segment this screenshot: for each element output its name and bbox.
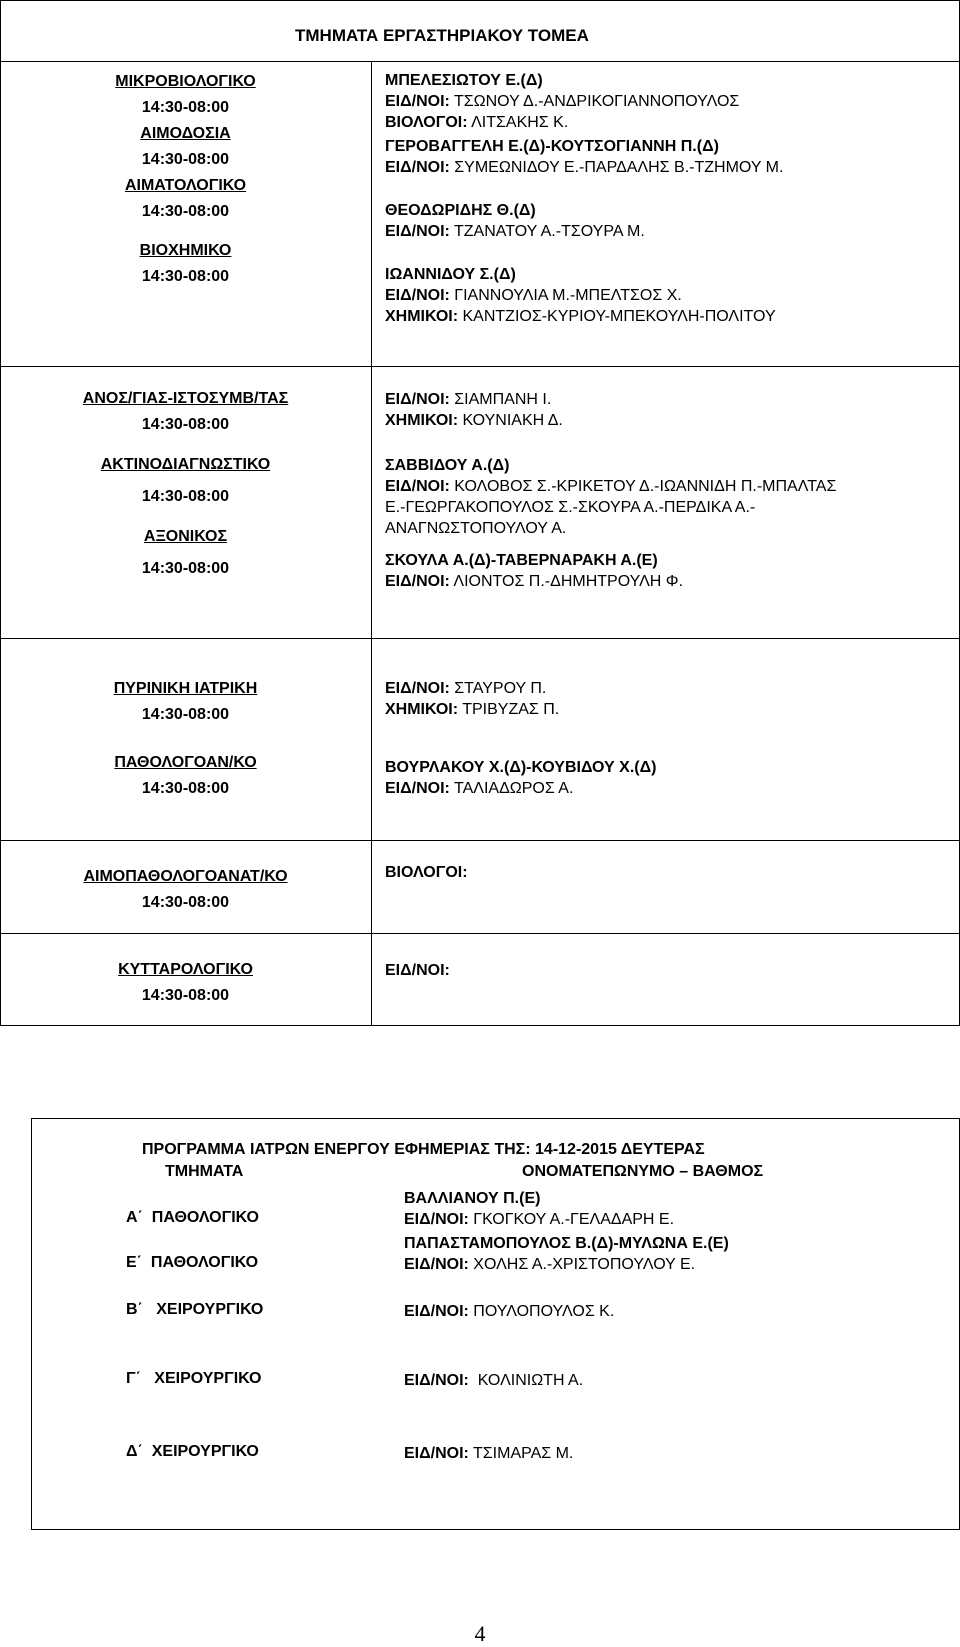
dept-hours: 14:30-08:00 [141, 99, 230, 116]
dept-hours: 14:30-08:00 [141, 706, 230, 723]
staff-line: ΧΗΜΙΚΟΙ: ΚΑΝΤΖΙΟΣ-ΚΥΡΙΟΥ-ΜΠΕΚΟΥΛΗ-ΠΟΛΙΤΟΥ [385, 308, 776, 325]
dept-name: ΑΙΜΑΤΟΛΟΓΙΚΟ [124, 177, 247, 194]
dept-name: ΑΙΜΟΠΑΘΟΛΟΓΟΑΝΑΤ/ΚΟ [83, 868, 288, 885]
dept-b-surgery: Β΄ ΧΕΙΡΟΥΡΓΙΚΟ [126, 1301, 264, 1318]
dept-d-staff: ΕΙΔ/ΝΟΙ: ΤΣΙΜΑΡΑΣ Μ. [404, 1445, 574, 1462]
dept-e-pathology: Ε΄ ΠΑΘΟΛΟΓΙΚΟ [126, 1254, 259, 1271]
dept-g-staff: ΕΙΔ/ΝΟΙ: ΚΟΛΙΝΙΩΤΗ Α. [404, 1372, 584, 1389]
dept-name: ΜΙΚΡΟΒΙΟΛΟΓΙΚΟ [115, 73, 256, 90]
lab-group3-staff [385, 678, 559, 720]
lab-group1-staff [385, 264, 776, 327]
lab-group1-staff [385, 200, 645, 242]
dept-name: ΚΥΤΤΑΡΟΛΟΓΙΚΟ [118, 961, 253, 978]
lab-group3-staff [385, 757, 656, 799]
dept-hours: 14:30-08:00 [141, 416, 230, 433]
staff-line: ΙΩΑΝΝΙΔΟΥ Σ.(Δ) [385, 266, 516, 283]
divider [0, 933, 960, 934]
staff-line: ΕΙΔ/ΝΟΙ: ΤΑΛΙΑΔΩΡΟΣ Α. [385, 780, 574, 797]
staff-line: ΧΗΜΙΚΟΙ: ΚΟΥΝΙΑΚΗ Δ. [385, 412, 563, 429]
lab-group1-staff [385, 136, 783, 178]
doctors-table-title: ΠΡΟΓΡΑΜΜΑ ΙΑΤΡΩΝ ΕΝΕΡΓΟΥ ΕΦΗΜΕΡΙΑΣ ΤΗΣ: 14-12-2015 ΔΕΥΤΕΡΑΣ [142, 1141, 705, 1158]
dept-hours: 14:30-08:00 [141, 560, 230, 577]
divider [0, 840, 960, 841]
staff-line: ΕΙΔ/ΝΟΙ: [385, 962, 450, 979]
staff-line: ΓΕΡΟΒΑΓΓΕΛΗ Ε.(Δ)-ΚΟΥΤΣΟΓΙΑΝΝΗ Π.(Δ) [385, 138, 719, 155]
dept-g-surgery: Γ΄ ΧΕΙΡΟΥΡΓΙΚΟ [126, 1370, 262, 1387]
staff-line: ΒΟΥΡΛΑΚΟΥ Χ.(Δ)-ΚΟΥΒΙΔΟΥ Χ.(Δ) [385, 759, 657, 776]
dept-name: ΒΙΟΧΗΜΙΚΟ [139, 242, 232, 259]
dept-hours: 14:30-08:00 [141, 894, 230, 911]
lab-group2-departments [0, 386, 371, 582]
lab-group4-staff [385, 862, 468, 883]
staff-line: ΣΑΒΒΙΔΟΥ Α.(Δ) [385, 457, 510, 474]
dept-name: ΑΚΤΙΝΟΔΙΑΓΝΩΣΤΙΚΟ [100, 456, 271, 473]
staff-line: ΕΙΔ/ΝΟΙ: ΤΣΩΝΟΥ Δ.-ΑΝΔΡΙΚΟΓΙΑΝΝΟΠΟΥΛΟΣ [385, 93, 740, 110]
staff-line: ΕΙΔ/ΝΟΙ: ΓΙΑΝΝΟΥΛΙΑ Μ.-ΜΠΕΛΤΣΟΣ Χ. [385, 287, 682, 304]
dept-hours: 14:30-08:00 [141, 203, 230, 220]
lab-group3-departments [0, 676, 371, 802]
lab-group2-staff [385, 389, 563, 431]
dept-name: ΑΞΟΝΙΚΟΣ [143, 528, 228, 545]
dept-hours: 14:30-08:00 [141, 987, 230, 1004]
dept-hours: 14:30-08:00 [141, 151, 230, 168]
lab-group5-department [0, 957, 371, 1009]
dept-hours: 14:30-08:00 [141, 268, 230, 285]
dept-name: ΑΙΜΟΔΟΣΙΑ [140, 125, 231, 142]
lab-group2-staff [385, 455, 836, 539]
staff-line: ΒΙΟΛΟΓΟΙ: [385, 864, 468, 881]
divider [371, 61, 372, 1026]
lab-table-title: ΤΜΗΜΑΤΑ ΕΡΓΑΣΤΗΡΙΑΚΟΥ ΤΟΜΕΑ [295, 26, 589, 45]
staff-line: ΕΙΔ/ΝΟΙ: ΣΤΑΥΡΟΥ Π. [385, 680, 547, 697]
staff-line: ΕΙΔ/ΝΟΙ: ΣΥΜΕΩΝΙΔΟΥ Ε.-ΠΑΡΔΑΛΗΣ Β.-ΤΖΗΜΟΥ Μ. [385, 159, 784, 176]
staff-line: ΕΙΔ/ΝΟΙ: ΚΟΛΟΒΟΣ Σ.-ΚΡΙΚΕΤΟΥ Δ.-ΙΩΑΝΝΙΔΗ Π.-ΜΠΑΛΤΑΣ [385, 478, 837, 495]
dept-name: ΠΑΘΟΛΟΓΟΑΝ/ΚΟ [114, 754, 257, 771]
dept-b-staff: ΕΙΔ/ΝΟΙ: ΠΟΥΛΟΠΟΥΛΟΣ Κ. [404, 1303, 615, 1320]
column-header-name-rank: ΟΝΟΜΑΤΕΠΩΝΥΜΟ – ΒΑΘΜΟΣ [522, 1163, 764, 1180]
staff-line: ΘΕΟΔΩΡΙΔΗΣ Θ.(Δ) [385, 202, 536, 219]
dept-d-surgery: Δ΄ ΧΕΙΡΟΥΡΓΙΚΟ [126, 1443, 259, 1460]
staff-line: ΒΙΟΛΟΓΟΙ: ΛΙΤΣΑΚΗΣ Κ. [385, 114, 569, 131]
staff-line: ΧΗΜΙΚΟΙ: ΤΡΙΒΥΖΑΣ Π. [385, 701, 560, 718]
dept-hours: 14:30-08:00 [141, 488, 230, 505]
lab-group1-staff [385, 70, 739, 133]
divider [0, 366, 960, 367]
staff-line: ΜΠΕΛΕΣΙΩΤΟΥ Ε.(Δ) [385, 72, 543, 89]
divider [0, 61, 960, 62]
dept-a-staff: ΒΑΛΛΙΑΝΟΥ Π.(Ε) ΕΙΔ/ΝΟΙ: ΓΚΟΓΚΟΥ Α.-ΓΕΛΑΔΑΡΗ Ε. [404, 1190, 675, 1228]
page-number: 4 [474, 1621, 486, 1646]
lab-group1-departments [0, 69, 371, 290]
lab-group5-staff [385, 960, 450, 981]
dept-hours: 14:30-08:00 [141, 780, 230, 797]
column-header-departments: ΤΜΗΜΑΤΑ [165, 1163, 244, 1180]
staff-line: ΕΙΔ/ΝΟΙ: ΛΙΟΝΤΟΣ Π.-ΔΗΜΗΤΡΟΥΛΗ Φ. [385, 573, 684, 590]
dept-e-staff: ΠΑΠΑΣΤΑΜΟΠΟΥΛΟΣ Β.(Δ)-ΜΥΛΩΝΑ Ε.(Ε) ΕΙΔ/ΝΟΙ: ΧΟΛΗΣ Α.-ΧΡΙΣΤΟΠΟΥΛΟΥ Ε. [404, 1235, 729, 1273]
lab-group4-department [0, 864, 371, 916]
staff-line: ΕΙΔ/ΝΟΙ: ΣΙΑΜΠΑΝΗ Ι. [385, 391, 552, 408]
dept-a-pathology: Α΄ ΠΑΘΟΛΟΓΙΚΟ [126, 1209, 259, 1226]
divider [0, 638, 960, 639]
dept-name: ΠΥΡΙΝΙΚΗ ΙΑΤΡΙΚΗ [113, 680, 258, 697]
staff-line: Ε.-ΓΕΩΡΓΑΚΟΠΟΥΛΟΣ Σ.-ΣΚΟΥΡΑ Α.-ΠΕΡΔΙΚΑ Α.- [385, 499, 756, 516]
lab-group2-staff [385, 550, 683, 592]
staff-line: ΣΚΟΥΛΑ Α.(Δ)-ΤΑΒΕΡΝΑΡΑΚΗ Α.(Ε) [385, 552, 658, 569]
staff-line: ΑΝΑΓΝΩΣΤΟΠΟΥΛΟΥ Α. [385, 520, 567, 537]
staff-line: ΕΙΔ/ΝΟΙ: ΤΖΑΝΑΤΟΥ Α.-ΤΣΟΥΡΑ Μ. [385, 223, 645, 240]
dept-name: ΑΝΟΣ/ΓΙΑΣ-ΙΣΤΟΣΥΜΒ/ΤΑΣ [82, 390, 289, 407]
